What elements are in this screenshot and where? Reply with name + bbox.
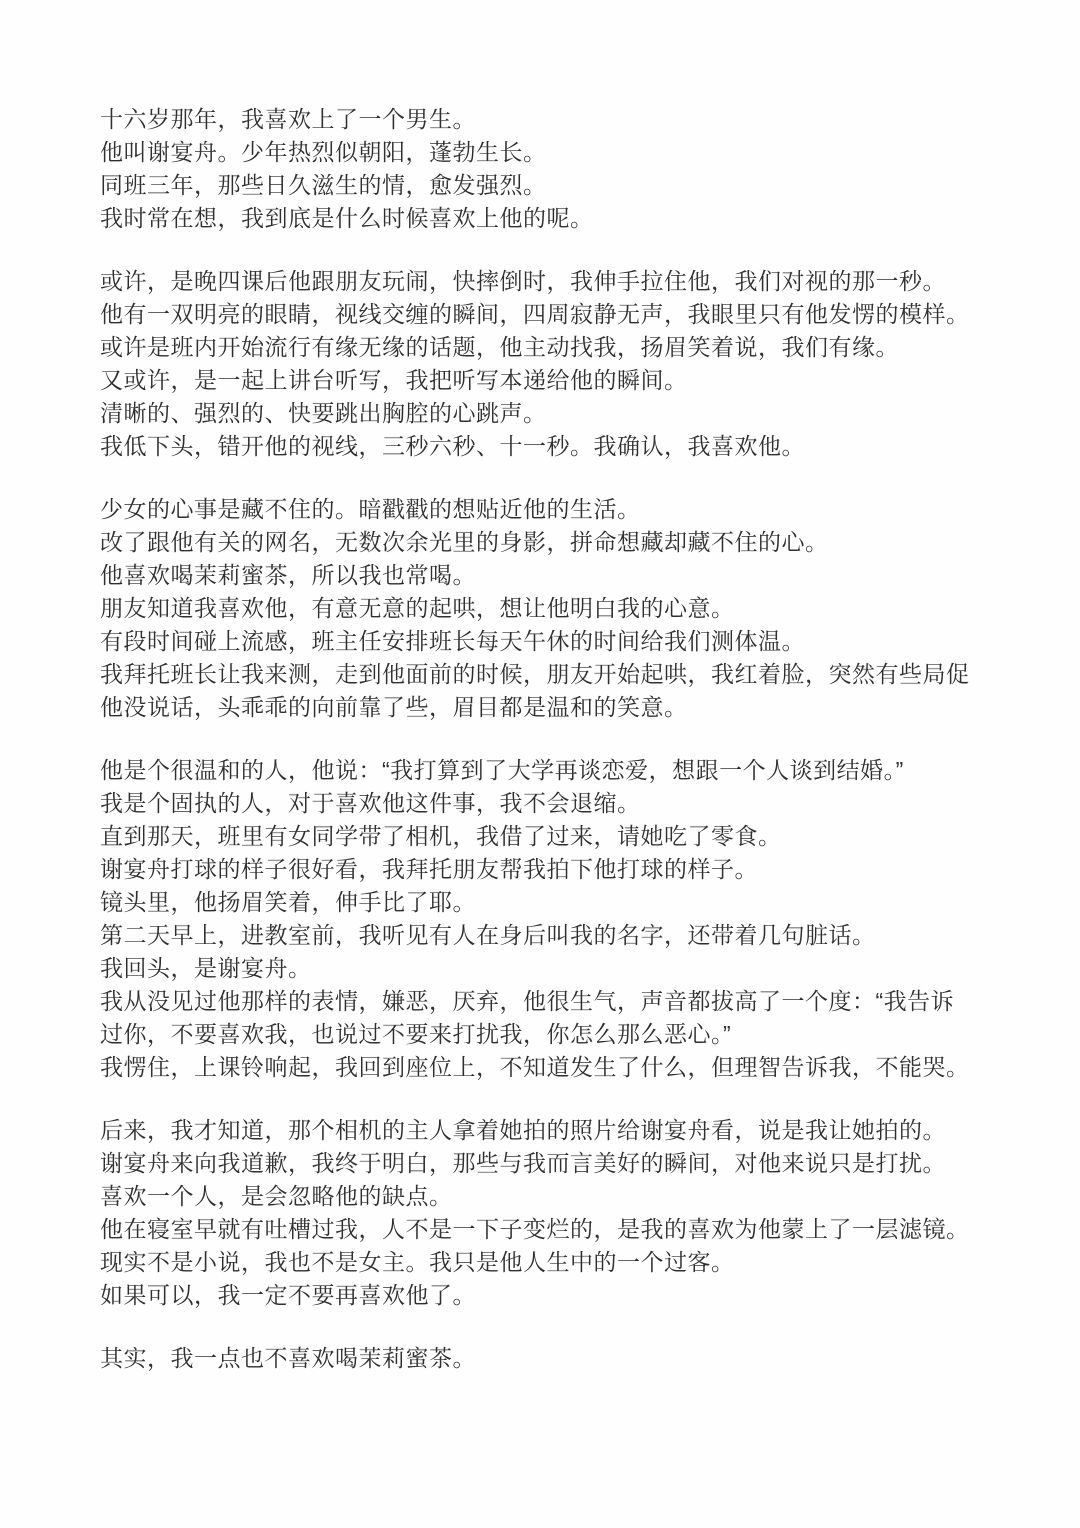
text-line: 他叫谢宴舟。少年热烈似朝阳，蓬勃生长。 <box>100 139 547 165</box>
text-line: 十六岁那年，我喜欢上了一个男生。 <box>100 106 476 132</box>
text-line: 我拜托班长让我来测，走到他面前的时候，朋友开始起哄，我红着脸，突然有些局促 <box>100 661 970 687</box>
story-paragraph <box>100 754 1040 1084</box>
text-line: 我愣住，上课铃响起，我回到座位上，不知道发生了什么，但理智告诉我，不能哭。 <box>100 1054 970 1080</box>
text-line: 或许是班内开始流行有缘无缘的话题，他主动找我，扬眉笑着说，我们有缘。 <box>100 334 899 360</box>
text-line: 现实不是小说，我也不是女主。我只是他人生中的一个过客。 <box>100 1249 735 1275</box>
text-line: 我是个固执的人，对于喜欢他这件事，我不会退缩。 <box>100 790 641 816</box>
text-line: 我低下头，错开他的视线，三秒六秒、十一秒。我确认，我喜欢他。 <box>100 433 805 459</box>
text-line: 又或许，是一起上讲台听写，我把听写本递给他的瞬间。 <box>100 367 688 393</box>
text-line: 第二天早上，进教室前，我听见有人在身后叫我的名字，还带着几句脏话。 <box>100 922 876 948</box>
text-line: 改了跟他有关的网名，无数次余光里的身影，拼命想藏却藏不住的心。 <box>100 529 829 555</box>
text-line: 后来，我才知道，那个相机的主人拿着她拍的照片给谢宴舟看，说是我让她拍的。 <box>100 1117 946 1143</box>
text-line: 他喜欢喝茉莉蜜茶，所以我也常喝。 <box>100 562 476 588</box>
text-line: 我时常在想，我到底是什么时候喜欢上他的呢。 <box>100 205 594 231</box>
text-line: 过你，不要喜欢我，也说过不要来打扰我，你怎么那么恶心。” <box>100 1021 732 1047</box>
text-line: 直到那天，班里有女同学带了相机，我借了过来，请她吃了零食。 <box>100 823 782 849</box>
text-line: 清晰的、强烈的、快要跳出胸腔的心跳声。 <box>100 400 547 426</box>
text-line: 他有一双明亮的眼睛，视线交缠的瞬间，四周寂静无声，我眼里只有他发愣的模样。 <box>100 301 970 327</box>
text-line: 谢宴舟打球的样子很好看，我拜托朋友帮我拍下他打球的样子。 <box>100 856 758 882</box>
text-line: 他没说话，头乖乖的向前靠了些，眉目都是温和的笑意。 <box>100 694 688 720</box>
text-line: 朋友知道我喜欢他，有意无意的起哄，想让他明白我的心意。 <box>100 595 735 621</box>
story-paragraph <box>100 493 1040 724</box>
text-line: 我回头，是谢宴舟。 <box>100 955 312 981</box>
document-content <box>100 103 1040 1375</box>
text-line: 我从没见过他那样的表情，嫌恶，厌弃，他很生气，声音都拔高了一个度：“我告诉 <box>100 988 955 1014</box>
text-line: 谢宴舟来向我道歉，我终于明白，那些与我而言美好的瞬间，对他来说只是打扰。 <box>100 1150 946 1176</box>
story-paragraph <box>100 1342 1040 1375</box>
text-line: 他是个很温和的人，他说：“我打算到了大学再谈恋爱，想跟一个人谈到结婚。” <box>100 757 904 783</box>
text-line: 或许，是晚四课后他跟朋友玩闹，快摔倒时，我伸手拉住他，我们对视的那一秒。 <box>100 268 946 294</box>
text-line: 其实，我一点也不喜欢喝茉莉蜜茶。 <box>100 1345 476 1371</box>
story-paragraph <box>100 1114 1040 1312</box>
text-line: 喜欢一个人，是会忽略他的缺点。 <box>100 1183 453 1209</box>
text-line: 如果可以，我一定不要再喜欢他了。 <box>100 1282 476 1308</box>
text-line: 有段时间碰上流感，班主任安排班长每天午休的时间给我们测体温。 <box>100 628 805 654</box>
text-line: 镜头里，他扬眉笑着，伸手比了耶。 <box>100 889 476 915</box>
story-paragraph <box>100 265 1040 463</box>
story-paragraph <box>100 103 1040 235</box>
text-line: 少女的心事是藏不住的。暗戳戳的想贴近他的生活。 <box>100 496 641 522</box>
text-line: 同班三年，那些日久滋生的情，愈发强烈。 <box>100 172 547 198</box>
text-line: 他在寝室早就有吐槽过我，人不是一下子变烂的，是我的喜欢为他蒙上了一层滤镜。 <box>100 1216 970 1242</box>
